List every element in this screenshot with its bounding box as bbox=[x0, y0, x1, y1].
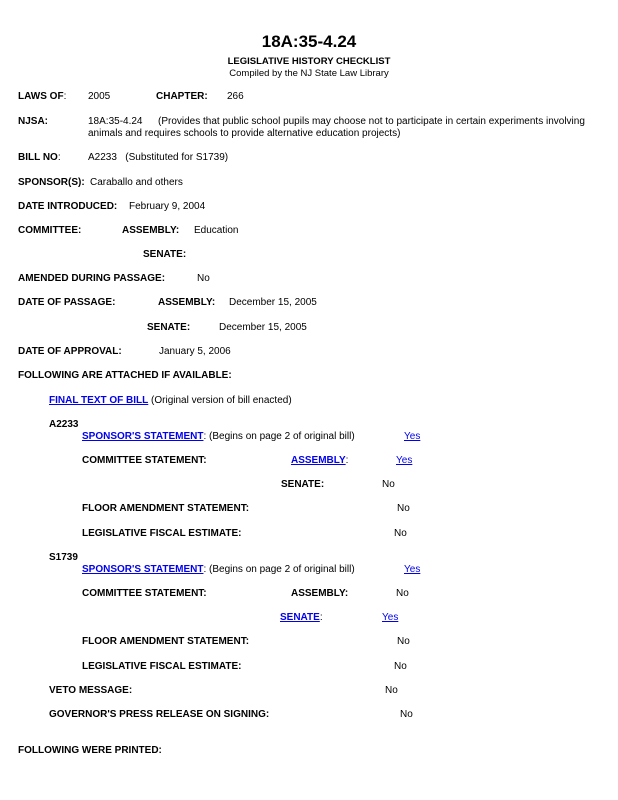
date-introduced-label: DATE INTRODUCED: bbox=[18, 201, 118, 212]
s1739-assembly-label: ASSEMBLY: bbox=[291, 588, 349, 599]
s1739-committee-label: COMMITTEE STATEMENT: bbox=[82, 588, 207, 599]
a2233-fiscal-label: LEGISLATIVE FISCAL ESTIMATE: bbox=[82, 528, 242, 539]
committee-senate-label: SENATE: bbox=[143, 249, 187, 260]
laws-of-row bbox=[18, 91, 66, 103]
njsa-description: (Provides that public school pupils may choose not to participate in certain experiments involving bbox=[158, 116, 585, 127]
a2233-assembly-value-link[interactable]: Yes bbox=[396, 455, 413, 466]
page-title: 18A:35-4.24 bbox=[261, 32, 357, 51]
attached-heading: FOLLOWING ARE ATTACHED IF AVAILABLE: bbox=[18, 370, 232, 381]
s1739-senate-row bbox=[280, 612, 323, 624]
a2233-assembly-link[interactable]: ASSEMBLY bbox=[291, 455, 346, 466]
a2233-fiscal-value: No bbox=[394, 528, 407, 539]
s1739-senate-value-link[interactable]: Yes bbox=[382, 612, 399, 623]
page-subtitle: LEGISLATIVE HISTORY CHECKLIST bbox=[227, 56, 391, 67]
a2233-senate-value: No bbox=[382, 479, 395, 490]
committee-assembly-label: ASSEMBLY: bbox=[122, 225, 180, 236]
s1739-floor-value: No bbox=[397, 636, 410, 647]
a2233-floor-value: No bbox=[397, 503, 410, 514]
governor-label: GOVERNOR'S PRESS RELEASE ON SIGNING: bbox=[49, 709, 270, 720]
a2233-sponsor-note: : (Begins on page 2 of original bill) bbox=[203, 431, 355, 442]
njsa-description-line2: animals and requires schools to provide alternative education projects) bbox=[88, 128, 401, 139]
s1739-senate-colon: : bbox=[319, 612, 323, 623]
laws-of-label: LAWS OF bbox=[18, 91, 64, 102]
s1739-sponsor-value-link[interactable]: Yes bbox=[404, 564, 421, 575]
printed-heading: FOLLOWING WERE PRINTED: bbox=[18, 745, 162, 756]
sponsors-label: SPONSOR(S): bbox=[18, 177, 85, 188]
s1739-bill-label: S1739 bbox=[49, 552, 78, 563]
sponsors-value: Caraballo and others bbox=[90, 177, 183, 188]
a2233-senate-label: SENATE: bbox=[281, 479, 325, 490]
passage-assembly-label: ASSEMBLY: bbox=[158, 297, 216, 308]
veto-label: VETO MESSAGE: bbox=[49, 685, 133, 696]
committee-assembly-value: Education bbox=[194, 225, 239, 236]
amended-label: AMENDED DURING PASSAGE: bbox=[18, 273, 166, 284]
laws-of-colon: : bbox=[63, 91, 67, 102]
a2233-committee-label: COMMITTEE STATEMENT: bbox=[82, 455, 207, 466]
s1739-fiscal-value: No bbox=[394, 661, 407, 672]
s1739-sponsor-row bbox=[82, 564, 355, 576]
s1739-assembly-value: No bbox=[396, 588, 409, 599]
date-of-approval-value: January 5, 2006 bbox=[159, 346, 231, 357]
njsa-value: 18A:35-4.24 bbox=[88, 116, 143, 127]
njsa-label: NJSA: bbox=[18, 116, 49, 127]
final-text-link[interactable]: FINAL TEXT OF BILL bbox=[49, 395, 149, 406]
governor-value: No bbox=[400, 709, 413, 720]
date-of-passage-label: DATE OF PASSAGE: bbox=[18, 297, 116, 308]
chapter-label: CHAPTER: bbox=[156, 91, 208, 102]
bill-no-value: A2233 (Substituted for S1739) bbox=[88, 152, 229, 163]
chapter-value: 266 bbox=[227, 91, 244, 102]
a2233-floor-label: FLOOR AMENDMENT STATEMENT: bbox=[82, 503, 250, 514]
passage-senate-value: December 15, 2005 bbox=[219, 322, 307, 333]
a2233-bill-label: A2233 bbox=[49, 419, 79, 430]
s1739-sponsor-note: : (Begins on page 2 of original bill) bbox=[203, 564, 355, 575]
laws-of-value: 2005 bbox=[88, 91, 111, 102]
bill-no-colon: : bbox=[57, 152, 61, 163]
committee-label: COMMITTEE: bbox=[18, 225, 82, 236]
a2233-assembly-row bbox=[291, 455, 348, 467]
s1739-senate-link[interactable]: SENATE bbox=[280, 612, 320, 623]
final-text-note: (Original version of bill enacted) bbox=[148, 395, 292, 406]
date-introduced-value: February 9, 2004 bbox=[129, 201, 206, 212]
passage-assembly-value: December 15, 2005 bbox=[229, 297, 317, 308]
amended-value: No bbox=[197, 273, 210, 284]
a2233-sponsor-statement-link[interactable]: SPONSOR'S STATEMENT bbox=[82, 431, 204, 442]
veto-value: No bbox=[385, 685, 398, 696]
a2233-sponsor-row bbox=[82, 431, 355, 443]
a2233-sponsor-value-link[interactable]: Yes bbox=[404, 431, 421, 442]
a2233-assembly-colon: : bbox=[345, 455, 349, 466]
final-text-row bbox=[49, 395, 292, 407]
s1739-sponsor-statement-link[interactable]: SPONSOR'S STATEMENT bbox=[82, 564, 204, 575]
bill-no-row bbox=[18, 152, 61, 164]
passage-senate-label: SENATE: bbox=[147, 322, 191, 333]
date-of-approval-label: DATE OF APPROVAL: bbox=[18, 346, 122, 357]
s1739-floor-label: FLOOR AMENDMENT STATEMENT: bbox=[82, 636, 250, 647]
compiled-by: Compiled by the NJ State Law Library bbox=[229, 68, 389, 79]
bill-no-label: BILL NO bbox=[18, 152, 58, 163]
s1739-fiscal-label: LEGISLATIVE FISCAL ESTIMATE: bbox=[82, 661, 242, 672]
